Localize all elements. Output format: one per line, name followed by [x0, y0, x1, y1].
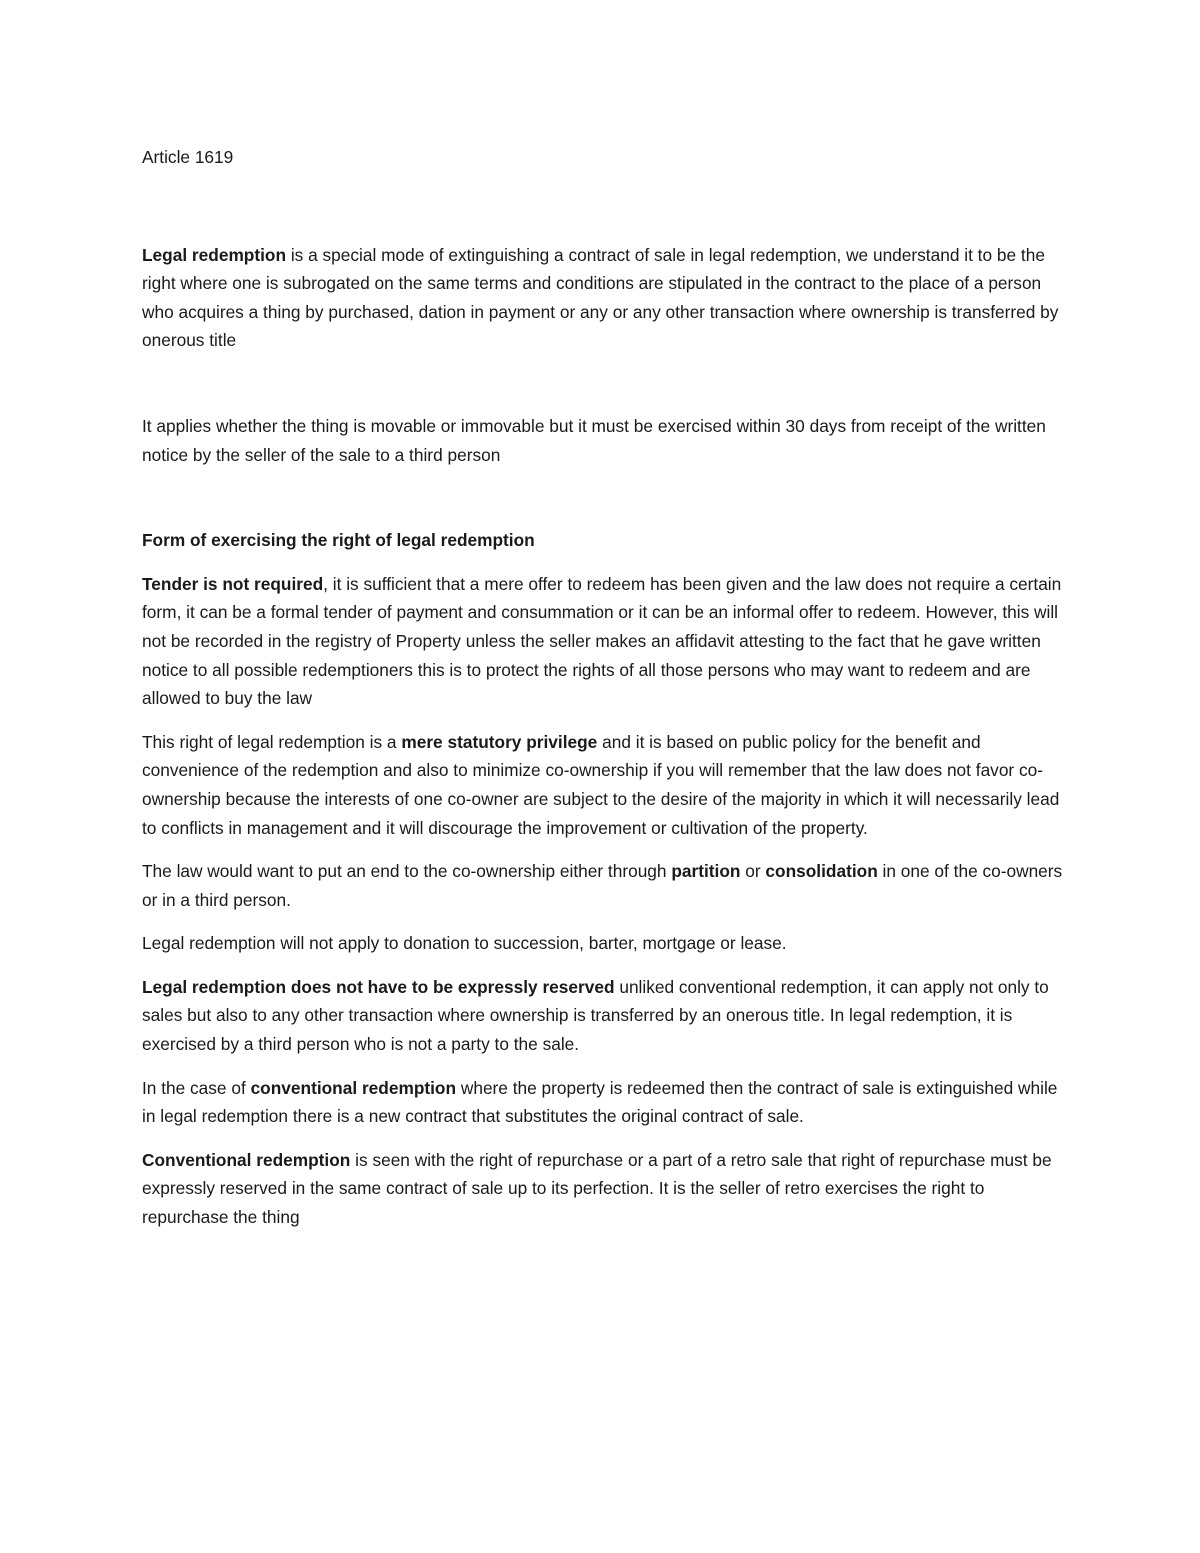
bold-term: Conventional redemption: [142, 1149, 351, 1170]
section-heading: Form of exercising the right of legal redemption: [142, 530, 535, 551]
paragraph-end-co-ownership: [142, 857, 1072, 914]
bold-term: conventional redemption: [250, 1077, 457, 1098]
paragraph-not-apply: [142, 929, 1072, 958]
bold-term: Legal redemption: [142, 244, 287, 265]
bold-term: Legal redemption does not have to be expressly reserved: [142, 976, 615, 997]
document-body: [142, 143, 1072, 1247]
bold-term: consolidation: [765, 861, 878, 882]
article-title: Article 1619: [142, 147, 234, 167]
paragraph-conventional-vs-legal: [142, 1074, 1072, 1131]
paragraph-statutory-privilege: [142, 728, 1072, 842]
paragraph-not-expressly-reserved: [142, 973, 1072, 1059]
paragraph-text: Legal redemption will not apply to donation to succession, barter, mortgage or lease.: [142, 933, 787, 954]
paragraph-text: It applies whether the thing is movable or immovable but it must be exercised within 30 days from receipt of the written notice by the seller of the sale to a third person: [142, 415, 1046, 465]
paragraph-text: in one of the co-owners or in a third person.: [142, 861, 1063, 910]
paragraph-text: This right of legal redemption is a: [142, 731, 402, 752]
paragraph-text: In the case of: [142, 1077, 251, 1098]
paragraph-text: is seen with the right of repurchase or a part of a retro sale that right of repurchase must be expressly reserved in the same contract of sale up to its perfection. It is the seller of retro exercises the right to repurchase the thing: [142, 1149, 1052, 1228]
paragraph-tender-not-required: [142, 570, 1072, 713]
paragraph-text: is a special mode of extinguishing a contract of sale in legal redemption, we understand it to be the right where one is subrogated on the same terms and conditions are stipulated in the contract to the place of a person who acquires a thing by purchased, dation in payment or any or any other transaction where ownership is transferred by onerous title: [142, 244, 1059, 351]
paragraph-applicability: [142, 412, 1072, 469]
paragraph-text: and it is based on public policy for the benefit and convenience of the redemption and also to minimize co-ownership if you will remember that the law does not favor co-ownership because the interests of one co-owner are subject to the desire of the majority in which it will necessarily lead to conflicts in management and it will discourage the improvement or cultivation of the property.: [142, 731, 1060, 838]
bold-term: Tender is not required: [142, 573, 324, 594]
paragraph-text: , it is sufficient that a mere offer to redeem has been given and the law does not require a certain form, it can be a formal tender of payment and consummation or it can be an informal offer to redeem. However, this will not be recorded in the registry of Property unless the seller makes an affidavit attesting to the fact that he gave written notice to all possible redemptioners this is to protect the rights of all those persons who may want to redeem and are allowed to buy the law: [142, 573, 1062, 709]
paragraph-text: where the property is redeemed then the contract of sale is extinguished while in legal redemption there is a new contract that substitutes the original contract of sale.: [142, 1077, 1058, 1127]
paragraph-text: unliked conventional redemption, it can apply not only to sales but also to any other transaction where ownership is transferred by an onerous title. In legal redemption, it is exercised by a third person who is not a party to the sale.: [142, 976, 1049, 1055]
paragraph-legal-redemption-definition: [142, 241, 1072, 355]
bold-term: partition: [671, 861, 741, 882]
paragraph-text: or: [740, 861, 766, 882]
paragraph-text: The law would want to put an end to the co-ownership either through: [142, 861, 672, 882]
bold-term: mere statutory privilege: [401, 731, 598, 752]
paragraph-conventional-redemption: [142, 1146, 1072, 1232]
